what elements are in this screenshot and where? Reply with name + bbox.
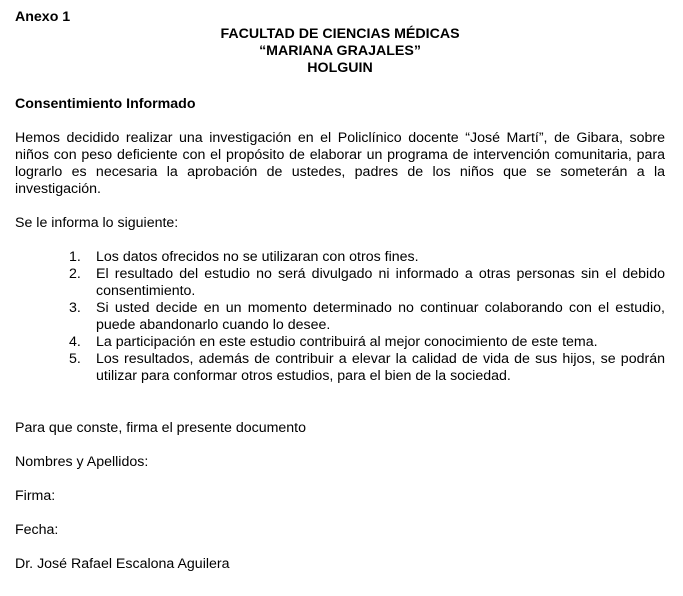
list-item-text: El resultado del estudio no será divulgado ni informado a otras personas sin el debido consentimiento. bbox=[96, 266, 665, 299]
list-item-number: 4. bbox=[69, 334, 81, 350]
list-item bbox=[69, 351, 665, 385]
date-field-label: Fecha: bbox=[15, 522, 59, 538]
list-item bbox=[69, 334, 665, 351]
heading-line-faculty: FACULTAD DE CIENCIAS MÉDICAS bbox=[220, 26, 460, 42]
document-page bbox=[15, 9, 665, 573]
list-item-text: Los datos ofrecidos no se utilizaran con otros fines. bbox=[96, 249, 419, 265]
signature-field-label: Firma: bbox=[15, 488, 56, 504]
list-item-text: Los resultados, además de contribuir a elevar la calidad de vida de sus hijos, se podrán utilizar para conformar otros estudios, para el bien de la sociedad. bbox=[96, 351, 665, 384]
inform-intro: Se le informa lo siguiente: bbox=[15, 215, 179, 231]
author-name: Dr. José Rafael Escalona Aguilera bbox=[15, 556, 230, 572]
list-item-number: 2. bbox=[69, 266, 81, 282]
consent-list bbox=[15, 249, 665, 385]
list-item bbox=[69, 300, 665, 334]
names-field-label: Nombres y Apellidos: bbox=[15, 454, 149, 470]
section-title: Consentimiento Informado bbox=[15, 96, 196, 112]
institution-heading bbox=[15, 26, 665, 77]
list-item-text: La participación en este estudio contribuirá al mejor conocimiento de este tema. bbox=[96, 334, 598, 350]
annex-label: Anexo 1 bbox=[15, 9, 71, 25]
list-item-number: 5. bbox=[69, 351, 81, 367]
closing-statement: Para que conste, firma el presente documento bbox=[15, 420, 307, 436]
list-item-text: Si usted decide en un momento determinado no continuar colaborando con el estudio, puede abandonarlo cuando lo desee. bbox=[96, 300, 665, 333]
list-item-number: 1. bbox=[69, 249, 81, 265]
intro-paragraph: Hemos decidido realizar una investigación en el Policlínico docente “José Martí”, de Gibara, sobre niños con peso deficiente con el propósito de elaborar un programa de intervención comunitaria, para lograrlo es necesaria la aprobación de ustedes, padres de los niños que se someterán a la investigación. bbox=[15, 130, 665, 197]
heading-line-city: HOLGUIN bbox=[307, 60, 373, 76]
heading-line-name: “MARIANA GRAJALES” bbox=[259, 43, 421, 59]
list-item bbox=[69, 249, 665, 266]
list-item bbox=[69, 266, 665, 300]
list-item-number: 3. bbox=[69, 300, 81, 316]
